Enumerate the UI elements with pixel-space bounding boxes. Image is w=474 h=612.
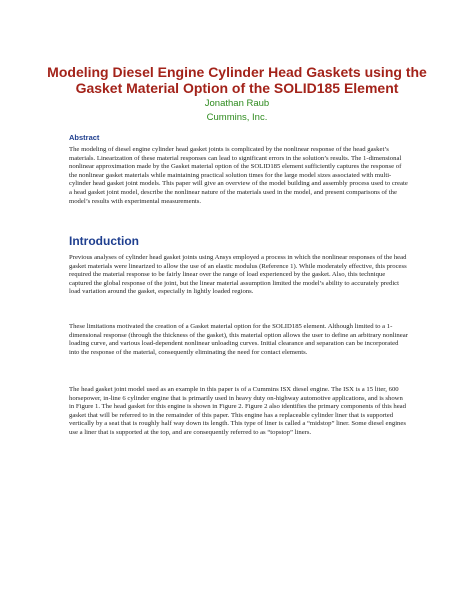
intro-paragraph-3: The head gasket joint model used as an example in this paper is of a Cummins ISX diesel engine. The ISX is a 15 liter, 600 horsepower, in-line 6 cylinder engine that is primarily used in heavy duty on-highway automotive applications, and is shown in Figure 1. The head gasket for this engine is shown in Figure 2. Figure 2 also identifies the primary components of this head gasket that will be referred to in the remainder of this paper. This engine has a replaceable cylinder liner that is supported vertically by a seat that is roughly half way down its length. This type of liner is called a “midstop” liner. Some diesel engines use a liner that is supported at the top, and are consequently referred to as “topstop” liners. xyxy=(69,386,406,436)
abstract-heading: Abstract xyxy=(69,133,100,142)
author-name: Jonathan Raub xyxy=(204,98,270,109)
author-affiliation: Cummins, Inc. xyxy=(206,112,268,123)
intro-paragraph-2: These limitations motivated the creation of a Gasket material option for the SOLID185 element. Although limited to a 1-dimensional response (through the thickness of the gasket), this material option allows the user to define an arbitrary nonlinear loading curve, and various load-dependent nonlinear unloading curves. Initial clearance and separation can be incorporated into the response of the material, consequently eliminating the need for contact elements. xyxy=(69,323,408,356)
intro-paragraph-1: Previous analyses of cylinder head gasket joints using Ansys employed a process in which the nonlinear responses of the head gasket materials were linearized to allow the use of an elastic modulus (Reference 1). While moderately effective, this process required the material response to be fairly linear over the range of load experienced by the gasket. Also, this technique captured the global response of the joint, but the linear material assumption limited the model’s ability to accurately predict load variation around the gasket, especially in lightly loaded regions. xyxy=(69,254,407,296)
introduction-heading: Introduction xyxy=(69,234,139,248)
paper-title: Modeling Diesel Engine Cylinder Head Gaskets using the Gasket Material Option of the SOLID185 Element xyxy=(47,64,427,96)
abstract-text: The modeling of diesel engine cylinder head gasket joints is complicated by the nonlinear response of the head gasket’s materials. Linearization of these material responses can lead to significant errors in the solution’s results. The 1-dimensional nonlinear approximation made by the Gasket material option of the SOLID185 element sufficiently captures the response of the nonlinear gasket materials while maintaining practical solution times for the large model sizes associated with multi-cylinder head gasket joint models. This paper will give an overview of the model building and assembly process used to create a head gasket joint model, describe the nonlinear nature of the materials used in the model, and present comparisons of the model’s results with experimental measurements. xyxy=(69,146,408,205)
